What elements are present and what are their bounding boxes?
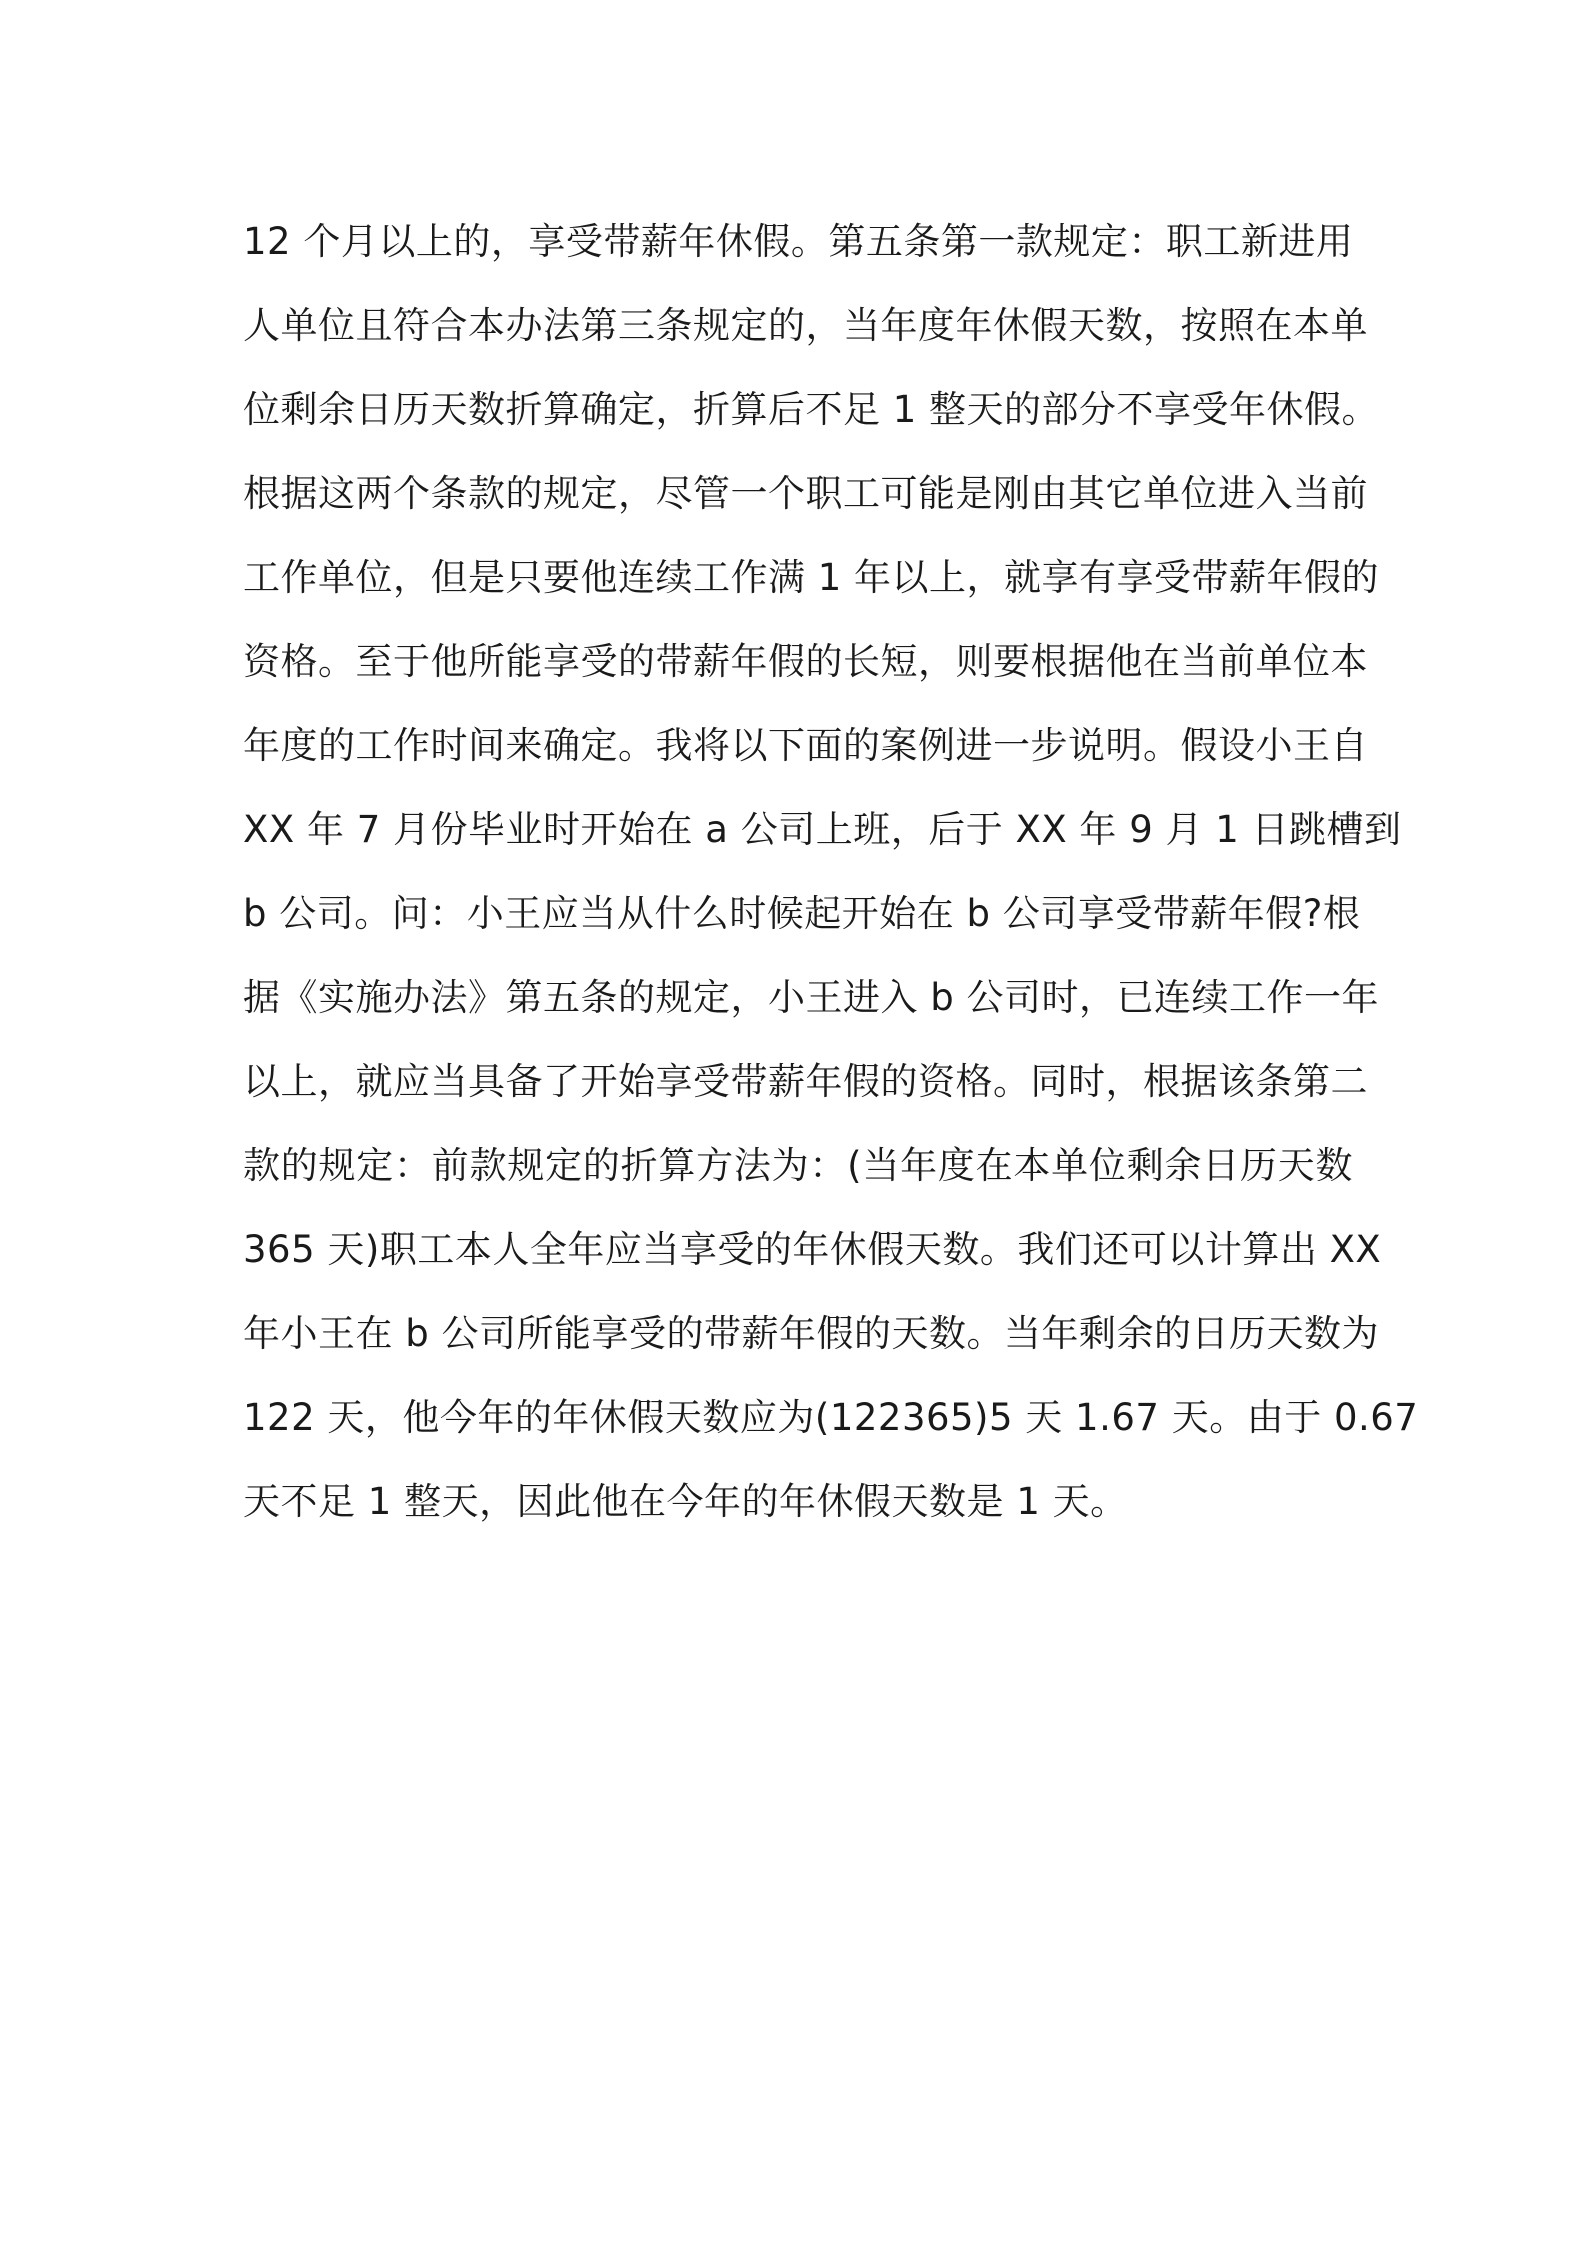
- text-line: 人单位且符合本办法第三条规定的，当年度年休假天数，按照在本单: [243, 304, 1368, 347]
- text-line: 年小王在 b 公司所能享受的带薪年假的天数。当年剩余的日历天数为: [243, 1312, 1380, 1355]
- text-line: 根据这两个条款的规定，尽管一个职工可能是刚由其它单位进入当前: [243, 472, 1368, 515]
- text-line-last: 天不足 1 整天，因此他在今年的年休假天数是 1 天。: [243, 1480, 1128, 1523]
- text-line: 365 天)职工本人全年应当享受的年休假天数。我们还可以计算出 XX: [243, 1228, 1382, 1271]
- text-line: 资格。至于他所能享受的带薪年假的长短，则要根据他在当前单位本: [243, 640, 1368, 683]
- text-line: 款的规定：前款规定的折算方法为：(当年度在本单位剩余日历天数: [243, 1144, 1353, 1187]
- text-line: 年度的工作时间来确定。我将以下面的案例进一步说明。假设小王自: [243, 724, 1368, 767]
- text-line: 工作单位，但是只要他连续工作满 1 年以上，就享有享受带薪年假的: [243, 556, 1380, 599]
- text-line: 122 天，他今年的年休假天数应为(122365)5 天 1.67 天。由于 0.67: [243, 1396, 1419, 1439]
- text-line: 据《实施办法》第五条的规定，小王进入 b 公司时，已连续工作一年: [243, 976, 1380, 1019]
- body-paragraph: [243, 200, 1419, 1544]
- text-line: b 公司。问：小王应当从什么时候起开始在 b 公司享受带薪年假?根: [243, 892, 1361, 935]
- text-line: XX 年 7 月份毕业时开始在 a 公司上班，后于 XX 年 9 月 1 日跳槽到: [243, 808, 1402, 851]
- text-line: 位剩余日历天数折算确定，折算后不足 1 整天的部分不享受年休假。: [243, 388, 1380, 431]
- text-line: 12 个月以上的，享受带薪年休假。第五条第一款规定：职工新进用: [243, 220, 1354, 263]
- text-line: 以上，就应当具备了开始享受带薪年假的资格。同时，根据该条第二: [243, 1060, 1368, 1103]
